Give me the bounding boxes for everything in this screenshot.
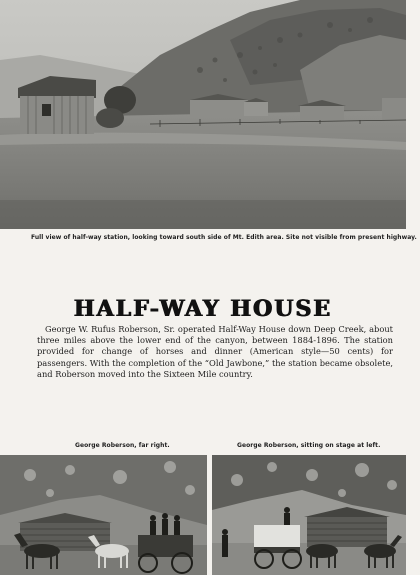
article-heading: HALF-WAY HOUSE bbox=[73, 296, 333, 322]
article-body: George W. Rufus Roberson, Sr. operated Half-Way House down Deep Creek, about three miles above the lower end of the canyon, between 1884-1896. The station provided for change of horses and dinner (American style—50 cents) for passengers. With the completion of the “Old Jawbone,” the station became obsolete, and Roberson moved into the Sixteen Mile country. bbox=[37, 324, 393, 379]
stagecoach-photo-right bbox=[212, 455, 406, 575]
top-photo-caption: Full view of half-way station, looking toward south side of Mt. Edith area. Site not visible from present highway. bbox=[31, 234, 417, 241]
left-photo-caption: George Roberson, far right. bbox=[75, 442, 170, 449]
stagecoach-photo-left bbox=[0, 455, 207, 575]
halfway-station-photo bbox=[0, 0, 406, 229]
right-photo-caption: George Roberson, sitting on stage at left. bbox=[237, 442, 381, 449]
